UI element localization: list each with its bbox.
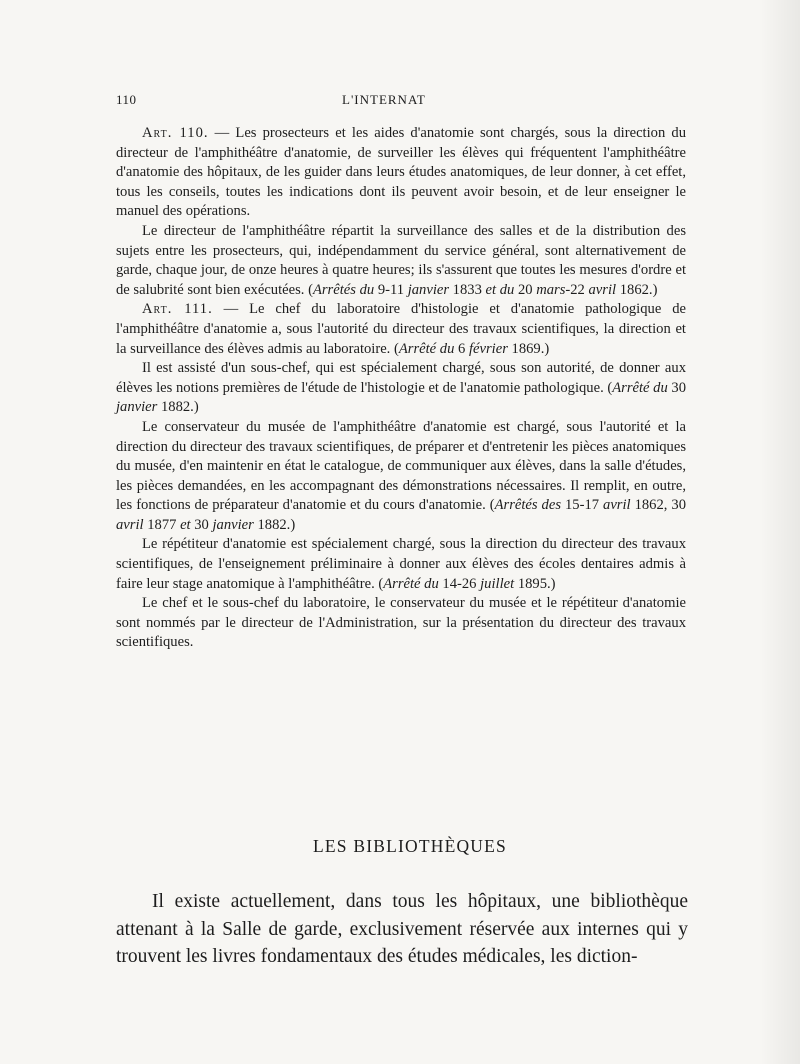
running-title: L'INTERNAT xyxy=(342,92,426,107)
article-label: Art. 111. xyxy=(142,301,213,318)
page-edge-shadow xyxy=(760,0,800,1064)
section-paragraph: Il existe actuellement, dans tous les hôpitaux, une bibliothèque attenant à la Salle de garde, exclusivement réservée aux internes qui y trouvent les livres fondamentaux des études médicales, les diction- xyxy=(116,891,688,967)
section-heading: LES BIBLIOTHÈQUES xyxy=(313,836,507,856)
paragraph-sous-chef: Il est assisté d'un sous-chef, qui est spécialement chargé, sous son autorité, de donner aux élèves les notions premières de l'étude de l'histologie et de l'anatomie pathologique. (Arrêté du 30 janvier 1882.) xyxy=(116,360,687,416)
article-label: Art. 110. xyxy=(142,125,209,141)
section-body xyxy=(116,888,688,971)
page-number: 110 xyxy=(116,92,137,107)
article-110 xyxy=(116,124,686,222)
article-111: Art. 111. — Le chef du laboratoire d'histologie et d'anatomie pathologique de l'amphithéâtre d'anatomie a, sous l'autorité du directeur des travaux scientifiques, la direction et la surveillance des élèves admis au laboratoire. (Arrêté du 6 février 1869.) xyxy=(116,301,686,357)
paragraph-conservateur: Le conservateur du musée de l'amphithéâtre d'anatomie est chargé, sous l'autorité et la direction du directeur des travaux scientifiques, de préparer et d'entretenir les pièces anatomiques du musée, d'en maintenir en état le catalogue, de communiquer aux élèves, dans la salle d'études, les pièces demandées, en les accompagnant des démonstrations nécessaires. Il remplit, en outre, les fonctions de préparateur d'anatomie et du cours d'anatomie. (Arrêtés des 15-17 avril 1862, 30 avril 1877 et 30 janvier 1882.) xyxy=(116,418,686,533)
paragraph-directeur: Le directeur de l'amphithéâtre répartit la surveillance des salles et de la distribution des sujets entre les prosecteurs, qui, indépendamment du service général, sont alternativement de garde, chaque jour, de onze heures à quatre heures; ils s'assurent que toutes les mesures d'ordre et de salubrité sont bien exécutées. (Arrêtés du 9-11 janvier 1833 et du 20 mars-22 avril 1862.) xyxy=(116,222,686,298)
paragraph-nomination: Le chef et le sous-chef du laboratoire, le conservateur du musée et le répétiteur d'anatomie sont nommés par le directeur de l'Administration, sur la présentation du directeur des travaux scientifiques. xyxy=(116,595,686,651)
paragraph-repetiteur: Le répétiteur d'anatomie est spécialement chargé, sous la direction du directeur des travaux scientifiques, de l'enseignement préliminaire à donner aux élèves des écoles dentaires admis à faire leur stage anatomique à l'amphithéâtre. (Arrêté du 14-26 juillet 1895.) xyxy=(116,536,686,592)
main-text xyxy=(116,124,686,653)
running-header xyxy=(116,92,686,112)
article-text: — Les prosecteurs et les aides d'anatomie sont chargés, sous la direction du directeur de l'amphithéâtre d'anatomie, de surveiller les élèves qui fréquentent l'amphithéâtre d'anatomie des hôpitaux, de les guider dans leurs études anatomiques, de leur donner, à cet effet, tous les conseils, toutes les indications dont ils peuvent avoir besoin, et de leur enseigner le manuel des opérations. xyxy=(116,125,686,220)
